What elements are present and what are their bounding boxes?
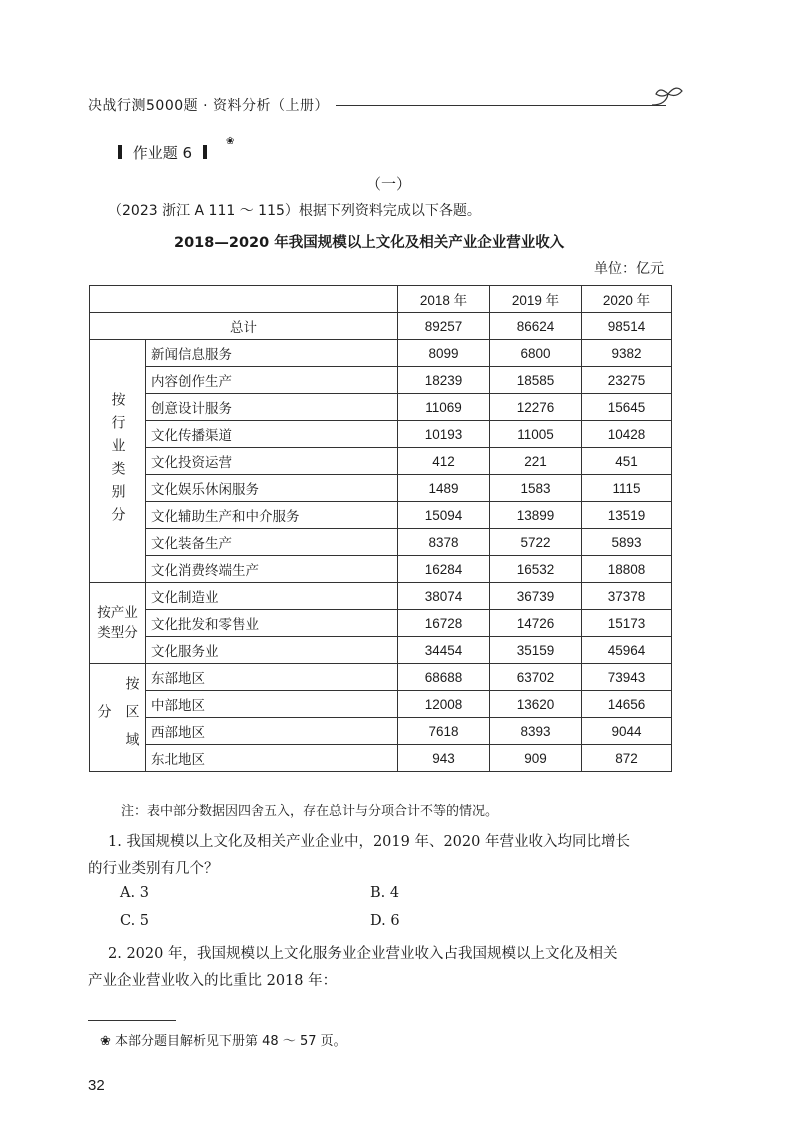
option-c: C. 5 xyxy=(120,913,150,929)
table-cell: 13899 xyxy=(490,502,582,529)
row-label: 文化批发和零售业 xyxy=(146,610,398,637)
row-label: 文化传播渠道 xyxy=(146,421,398,448)
row-label: 西部地区 xyxy=(146,718,398,745)
table-cell: 5893 xyxy=(582,529,672,556)
table-row xyxy=(90,610,672,637)
table-unit: 单位：亿元 xyxy=(594,261,664,277)
table-cell: 15094 xyxy=(398,502,490,529)
table-cell: 35159 xyxy=(490,637,582,664)
page-number: 32 xyxy=(88,1077,105,1094)
table-cell: 63702 xyxy=(490,664,582,691)
footnote-text: 本部分题目解析见下册第 48 ～ 57 页。 xyxy=(115,1034,347,1049)
option-b: B. 4 xyxy=(370,885,400,901)
table-cell: 872 xyxy=(582,745,672,772)
footnote-rule xyxy=(88,1020,176,1021)
table-row xyxy=(90,475,672,502)
table-row xyxy=(90,529,672,556)
question-2-text: 2. 2020 年，我国规模以上文化服务业企业营业收入占我国规模以上文化及相关 xyxy=(108,946,618,962)
table-cell: 18808 xyxy=(582,556,672,583)
table-row xyxy=(90,745,672,772)
table-cell: 13620 xyxy=(490,691,582,718)
part-title: （一） xyxy=(366,175,412,193)
table-row xyxy=(90,367,672,394)
table-cell: 98514 xyxy=(582,313,672,340)
total-row xyxy=(90,313,672,340)
table-cell: 412 xyxy=(398,448,490,475)
table-title: 2018—2020 年我国规模以上文化及相关产业企业营业收入 xyxy=(174,235,565,251)
row-label: 文化制造业 xyxy=(146,583,398,610)
intro-text: （2023 浙江 A 111 ～ 115）根据下列资料完成以下各题。 xyxy=(108,203,481,219)
option-a: A. 3 xyxy=(120,885,149,901)
table-cell: 15173 xyxy=(582,610,672,637)
group-label: 按行业类别分 xyxy=(90,340,146,583)
table-header-row xyxy=(90,286,672,313)
section-heading xyxy=(118,142,207,163)
table-cell: 14726 xyxy=(490,610,582,637)
table-cell: 10428 xyxy=(582,421,672,448)
row-label: 东部地区 xyxy=(146,664,398,691)
table-row xyxy=(90,394,672,421)
revenue-table xyxy=(89,285,672,772)
table-row xyxy=(90,718,672,745)
header-corner-cell xyxy=(90,286,398,313)
table-cell: 451 xyxy=(582,448,672,475)
table-cell: 89257 xyxy=(398,313,490,340)
table-cell: 73943 xyxy=(582,664,672,691)
table-cell: 9044 xyxy=(582,718,672,745)
table-cell: 16532 xyxy=(490,556,582,583)
table-cell: 16728 xyxy=(398,610,490,637)
table-cell: 12008 xyxy=(398,691,490,718)
footnote xyxy=(100,1030,347,1049)
row-label: 新闻信息服务 xyxy=(146,340,398,367)
flower-icon: ❀ xyxy=(100,1034,116,1049)
table-cell: 8393 xyxy=(490,718,582,745)
table-cell: 12276 xyxy=(490,394,582,421)
table-row xyxy=(90,340,672,367)
table-cell: 7618 xyxy=(398,718,490,745)
table-cell: 86624 xyxy=(490,313,582,340)
table-cell: 909 xyxy=(490,745,582,772)
group-label: 按区域分 xyxy=(90,664,146,772)
row-label: 文化娱乐休闲服务 xyxy=(146,475,398,502)
table-cell: 36739 xyxy=(490,583,582,610)
table-cell: 8099 xyxy=(398,340,490,367)
row-label: 文化服务业 xyxy=(146,637,398,664)
table-cell: 18585 xyxy=(490,367,582,394)
table-row xyxy=(90,421,672,448)
table-cell: 1489 xyxy=(398,475,490,502)
table-row xyxy=(90,691,672,718)
table-cell: 38074 xyxy=(398,583,490,610)
question-2-text-cont: 产业企业营业收入的比重比 2018 年： xyxy=(88,973,338,989)
left-bar-marker xyxy=(118,145,122,159)
question-1-text: 1. 我国规模以上文化及相关产业企业中，2019 年、2020 年营业收入均同比增长 xyxy=(108,834,630,850)
row-label: 内容创作生产 xyxy=(146,367,398,394)
row-label: 文化投资运营 xyxy=(146,448,398,475)
table-note: 注：表中部分数据因四舍五入，存在总计与分项合计不等的情况。 xyxy=(121,804,499,819)
table-cell: 1115 xyxy=(582,475,672,502)
row-label: 文化消费终端生产 xyxy=(146,556,398,583)
option-d: D. 6 xyxy=(370,913,400,929)
year-header: 2018 年 xyxy=(398,286,490,313)
table-row xyxy=(90,502,672,529)
sprout-icon xyxy=(648,82,688,112)
table-row xyxy=(90,448,672,475)
header-rule xyxy=(336,105,666,106)
table-cell: 1583 xyxy=(490,475,582,502)
table-cell: 9382 xyxy=(582,340,672,367)
table-cell: 45964 xyxy=(582,637,672,664)
right-bar-marker xyxy=(203,145,207,159)
table-cell: 10193 xyxy=(398,421,490,448)
table-cell: 14656 xyxy=(582,691,672,718)
table-cell: 68688 xyxy=(398,664,490,691)
table-cell: 11069 xyxy=(398,394,490,421)
row-label: 创意设计服务 xyxy=(146,394,398,421)
table-cell: 16284 xyxy=(398,556,490,583)
section-label: 作业题 6 xyxy=(132,144,193,162)
table-cell: 18239 xyxy=(398,367,490,394)
running-header-title: 决战行测5000题 · 资料分析（上册） xyxy=(88,98,329,114)
table-cell: 15645 xyxy=(582,394,672,421)
flower-icon: ❀ xyxy=(226,136,235,147)
table-cell: 23275 xyxy=(582,367,672,394)
total-label: 总计 xyxy=(90,313,398,340)
table-cell: 943 xyxy=(398,745,490,772)
table-row xyxy=(90,556,672,583)
year-header: 2019 年 xyxy=(490,286,582,313)
row-label: 文化装备生产 xyxy=(146,529,398,556)
table-row xyxy=(90,664,672,691)
table-cell: 34454 xyxy=(398,637,490,664)
table-cell: 11005 xyxy=(490,421,582,448)
table-cell: 221 xyxy=(490,448,582,475)
row-label: 中部地区 xyxy=(146,691,398,718)
table-cell: 6800 xyxy=(490,340,582,367)
group-label: 按产业类型分 xyxy=(90,583,146,664)
table-cell: 5722 xyxy=(490,529,582,556)
table-row xyxy=(90,637,672,664)
row-label: 文化辅助生产和中介服务 xyxy=(146,502,398,529)
table-cell: 8378 xyxy=(398,529,490,556)
table-cell: 13519 xyxy=(582,502,672,529)
year-header: 2020 年 xyxy=(582,286,672,313)
question-1-text-cont: 的行业类别有几个？ xyxy=(88,861,219,877)
table-cell: 37378 xyxy=(582,583,672,610)
row-label: 东北地区 xyxy=(146,745,398,772)
table-row xyxy=(90,583,672,610)
